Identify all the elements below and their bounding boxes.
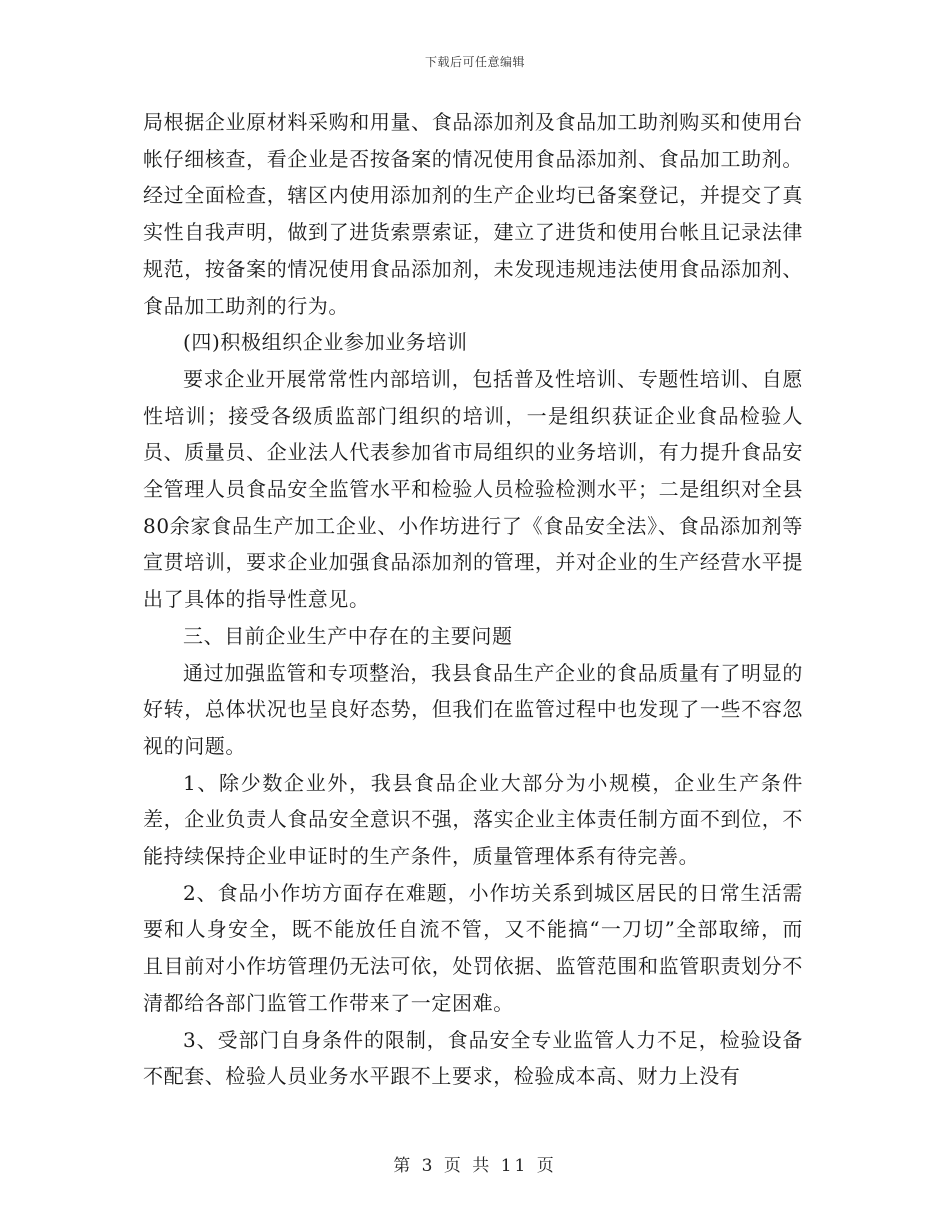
- document-body: [143, 104, 803, 1095]
- section-heading-three: 三、目前企业生产中存在的主要问题: [183, 623, 513, 648]
- paragraph-issue-one: 1、除少数企业外，我县食品企业大部分为小规模，企业生产条件差，企业负责人食品安全意识不强，落实企业主体责任制方面不到位，不能持续保持企业申证时的生产条件，质量管理体系有待完善。: [143, 770, 803, 869]
- header-note: 下载后可任意编辑: [424, 55, 525, 69]
- page-footer: [0, 1151, 950, 1176]
- section-heading-four: (四)积极组织企业参加业务培训: [183, 330, 468, 355]
- paragraph-overview: 通过加强监管和专项整治，我县食品生产企业的食品质量有了明显的好转，总体状况也呈良好态势，但我们在监管过程中也发现了一些不容忽视的问题。: [143, 660, 803, 758]
- paragraph-issue-two: 2、食品小作坊方面存在难题，小作坊关系到城区居民的日常生活需要和人身安全，既不能放任自流不管，又不能搞“一刀切”全部取缔，而且目前对小作坊管理仍无法可依，处罚依据、监管范围和监管职责划分不清都给各部门监管工作带来了一定困难。: [143, 880, 803, 1015]
- footer-prefix: 第: [393, 1156, 414, 1176]
- footer-current-page: 3: [421, 1156, 436, 1176]
- paragraph-training: 要求企业开展常常性内部培训，包括普及性培训、专题性培训、自愿性培训；接受各级质监部门组织的培训，一是组织获证企业食品检验人员、质量员、企业法人代表参加省市局组织的业务培训，有力提升食品安全管理人员食品安全监管水平和检验人员检验检测水平；二是组织对全县80余家食品生产加工企业、小作坊进行了《食品安全法》、食品添加剂等宣贯培训，要求企业加强食品添加剂的管理，并对企业的生产经营水平提出了具体的指导性意见。: [143, 366, 803, 612]
- footer-suffix: 页: [536, 1156, 557, 1176]
- paragraph-continuation: 局根据企业原材料采购和用量、食品添加剂及食品加工助剂购买和使用台帐仔细核查，看企业是否按备案的情况使用食品添加剂、食品加工助剂。经过全面检查，辖区内使用添加剂的生产企业均已备案登记，并提交了真实性自我声明，做到了进货索票索证，建立了进货和使用台帐且记录法律规范，按备案的情况使用食品添加剂，未发现违规违法使用食品添加剂、食品加工助剂的行为。: [143, 110, 803, 318]
- paragraph-issue-three: 3、受部门自身条件的限制，食品安全专业监管人力不足，检验设备不配套、检验人员业务水平跟不上要求，检验成本高、财力上没有: [143, 1027, 803, 1089]
- footer-total-pages: 11: [500, 1156, 529, 1176]
- footer-middle: 页 共: [443, 1156, 493, 1176]
